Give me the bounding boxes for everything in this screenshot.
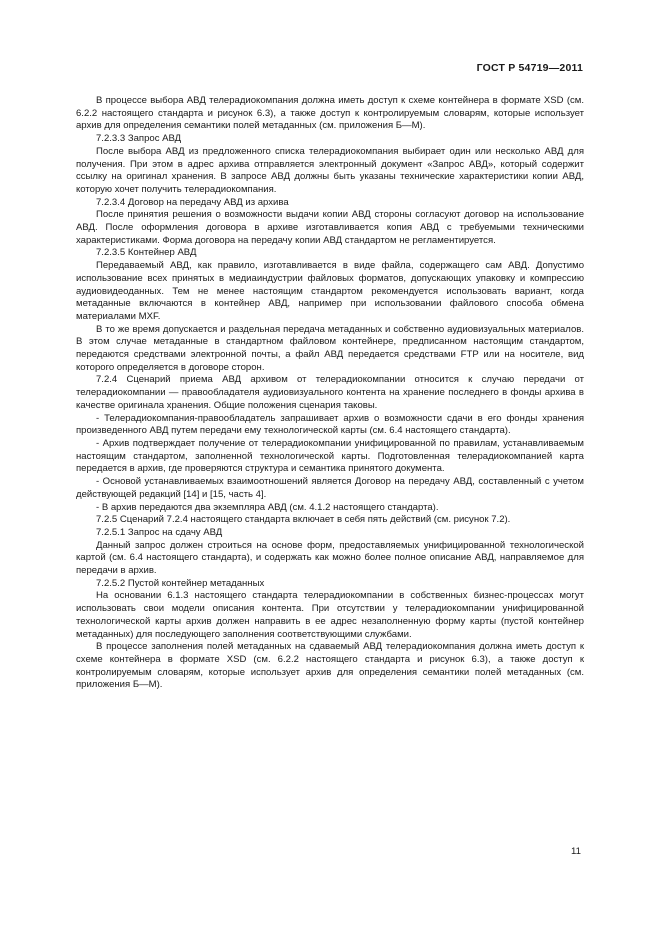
paragraph: В процессе заполнения полей метаданных на сдаваемый АВД телерадиокомпания должна иметь доступ к схеме контейнера в формате XSD (см. 6.2.2 настоящего стандарта и рисунок 6.3), а также доступ к контролируемым словарям, которые использует архив для определения семантики полей метаданных (см. приложения Б—М). [76,641,584,691]
paragraph: В процессе выбора АВД телерадиокомпания должна иметь доступ к схеме контейнера в формате XSD (см. 6.2.2 настоящего стандарта и рисунок 6.3), а также доступ к контролируемым словарям, которые использует архив для определения семантики полей метаданных (см. приложения Б—М). [76,95,584,132]
paragraph: 7.2.4 Сценарий приема АВД архивом от телерадиокомпании относится к случаю передачи от телерадиокомпании — правообладателя аудиовизуального контента на хранение последнего в фонды архива в качестве оригинала хранения. Общие положения сценария таковы. [76,374,584,411]
section-heading: 7.2.5.1 Запрос на сдачу АВД [96,526,223,538]
section-heading: 7.2.3.3 Запрос АВД [96,133,182,145]
standard-code-header: ГОСТ Р 54719—2011 [476,62,583,74]
paragraph: Данный запрос должен строиться на основе форм, предоставляемых унифицированной технологической картой (см. 6.4 настоящего стандарта), и содержать как можно более полное описание АВД, направляемое для передачи в архив. [76,539,584,577]
section-heading: 7.2.3.4 Договор на передачу АВД из архива [96,196,289,208]
paragraph: После принятия решения о возможности выдачи копии АВД стороны согласуют договор на использование АВД. После оформления договора в архиве изготавливается копия АВД с требуемыми техническими характеристиками. Форма договора на передачу копии АВД стандартом не регламентируется. [76,209,584,246]
paragraph: В то же время допускается и раздельная передача метаданных и собственно аудиовизуальных материалов. В этом случае метаданные в стандартном файловом контейнере, предписанном настоящим стандартом, передаются средствами электронной почты, а файл АВД передается средствами FTP или на носителе, вид которого определяется в договоре сторон. [76,323,584,373]
section-heading: 7.2.5.2 Пустой контейнер метаданных [96,577,265,589]
list-item: - В архив передаются два экземпляра АВД (см. 4.1.2 настоящего стандарта). [96,501,439,513]
paragraph: Передаваемый АВД, как правило, изготавливается в виде файла, содержащего сам АВД. Допустимо использование всех принятых в медиаиндустрии файловых форматов, допускающих упаковку и компрессию аудиовидеоданных. Тем не менее настоящим стандартом рекомендуется использовать вариант, когда метаданные включаются в контейнер АВД, например при использовании файлового способа обмена материалами MXF. [76,260,584,322]
paragraph: 7.2.5 Сценарий 7.2.4 настоящего стандарта включает в себя пять действий (см. рисунок 7.2). [96,514,511,526]
paragraph: После выбора АВД из предложенного списка телерадиокомпания выбирает один или несколько АВД для получения. При этом в адрес архива отправляется электронный документ «Запрос АВД», который содержит ссылку на оригинал хранения. В запросе АВД должны быть указаны технические характеристики копии АВД, которую хочет получить телерадиокомпания. [76,145,584,195]
paragraph: На основании 6.1.3 настоящего стандарта телерадиокомпании в собственных бизнес-процессах могут использовать свои модели описания контента. При отсутствии у телерадиокомпании унифицированной технологической карты архив должен направить в ее адрес незаполненную форму карты (пустой контейнер метаданных) для последующего заполнения соответствующими службами. [76,590,584,640]
section-heading: 7.2.3.5 Контейнер АВД [96,247,197,259]
list-item: - Основой устанавливаемых взаимоотношений является Договор на передачу АВД, составленный с учетом действующей редакций [14] и [15, часть 4]. [76,476,584,500]
list-item: - Архив подтверждает получение от телерадиокомпании унифицированной по правилам, устанавливаемым настоящим стандартом, заполненной технологической карты. Подготовленная телерадиокомпанией карта передается в архив, где проверяются структура и семантика принятого документа. [76,437,584,475]
list-item: - Телерадиокомпания-правообладатель запрашивает архив о возможности сдачи в его фонды хранения произведенного АВД путем передачи ему технологической карты (см. 6.4 настоящего стандарта). [76,412,584,437]
document-body [76,95,584,692]
page-number: 11 [571,846,581,857]
